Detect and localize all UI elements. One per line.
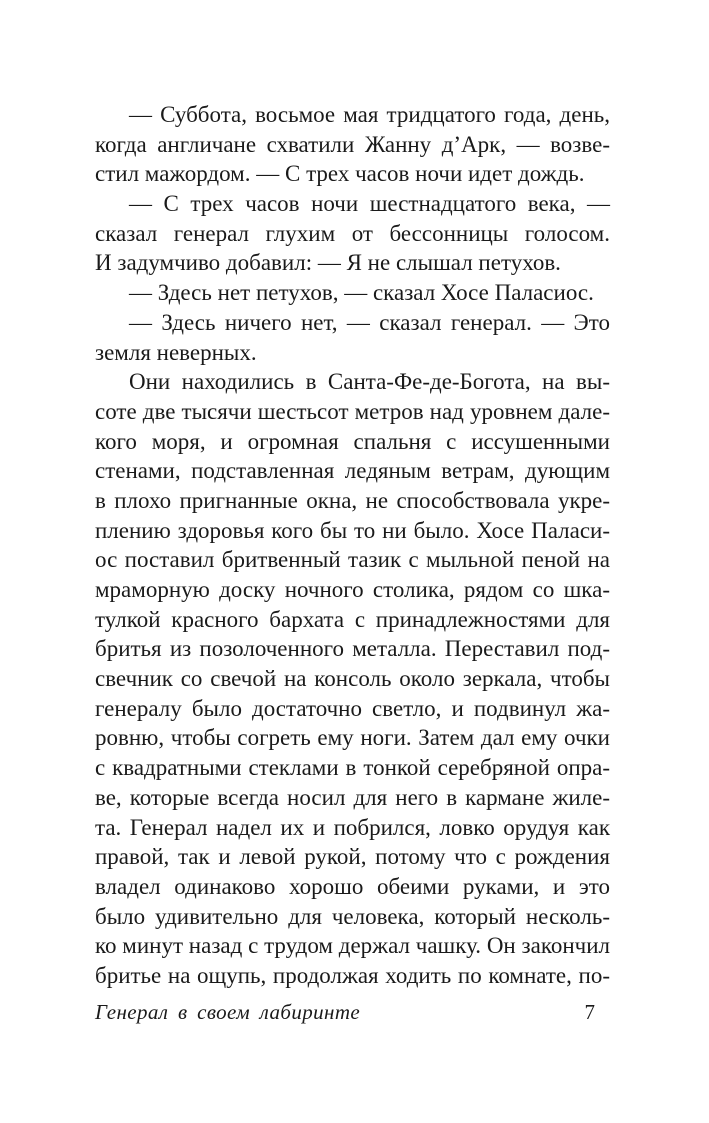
text-line: — С трех часов ночи шестнадцатого века, — [129,191,610,217]
text-line: сказал генерал глухим от бессонницы голосом. [95,220,610,246]
text-line: плению здоровья кого бы то ни было. Хосе Паласи- [95,517,610,543]
text-line: в плохо пригнанные окна, не способствовала укре- [95,487,610,513]
text-line: с квадратными стеклами в тонкой серебряной опра- [95,755,610,781]
text-line: — Здесь ничего нет, — сказал генерал. — Это [129,309,610,335]
text-line: бритье на ощупь, продолжая ходить по комнате, по- [95,962,610,988]
text-line: генералу было достаточно светло, и подвинул жа- [95,695,610,721]
text-line: кого моря, и огромная спальня с иссушенными [95,428,610,454]
text-line: ве, которые всегда носил для него в кармане жиле- [95,784,610,810]
text-line: земля неверных. [95,339,257,365]
text-line: мраморную доску ночного столика, рядом со шка- [95,577,610,602]
running-title: Генерал в своем лабиринте [95,1000,361,1024]
text-line: правой, так и левой рукой, потому что с рождения [95,844,610,870]
text-line: стил мажордом. — С трех часов ночи идет дождь. [95,161,585,187]
text-line: — Здесь нет петухов, — сказал Хосе Паласиос. [129,280,594,306]
text-line: ос поставил бритвенный тазик с мыльной пеной на [95,547,610,573]
body-text [95,100,610,991]
text-line: ко минут назад с трудом держал чашку. Он закончил [95,933,610,959]
text-line: бритья из позолоченного металла. Переставил под- [95,636,610,662]
text-line: владел одинаково хорошо обеими руками, и это [95,873,610,899]
text-line: та. Генерал надел их и побрился, ловко орудуя как [95,814,610,840]
text-line: И задумчиво добавил: — Я не слышал петухов. [95,250,561,276]
text-line: — Суббота, восьмое мая тридцатого года, день, [129,102,610,127]
page-footer [95,1000,595,1030]
text-line: было удивительно для человека, который несколь- [95,903,610,929]
text-line: тулкой красного бархата с принадлежностями для [95,606,610,632]
text-line: соте две тысячи шестьсот метров над уровнем дале- [95,398,610,424]
text-line: ровню, чтобы согреть ему ноги. Затем дал ему очки [95,725,610,751]
text-line: Они находились в Санта-Фе-де-Богота, на вы- [129,369,610,395]
text-line: стенами, подставленная ледяным ветрам, дующим [95,458,610,484]
text-line: когда англичане схватили Жанну д’Арк, — возве- [95,131,610,157]
page-number: 7 [584,1000,595,1024]
text-line: свечник со свечой на консоль около зеркала, чтобы [95,666,610,692]
